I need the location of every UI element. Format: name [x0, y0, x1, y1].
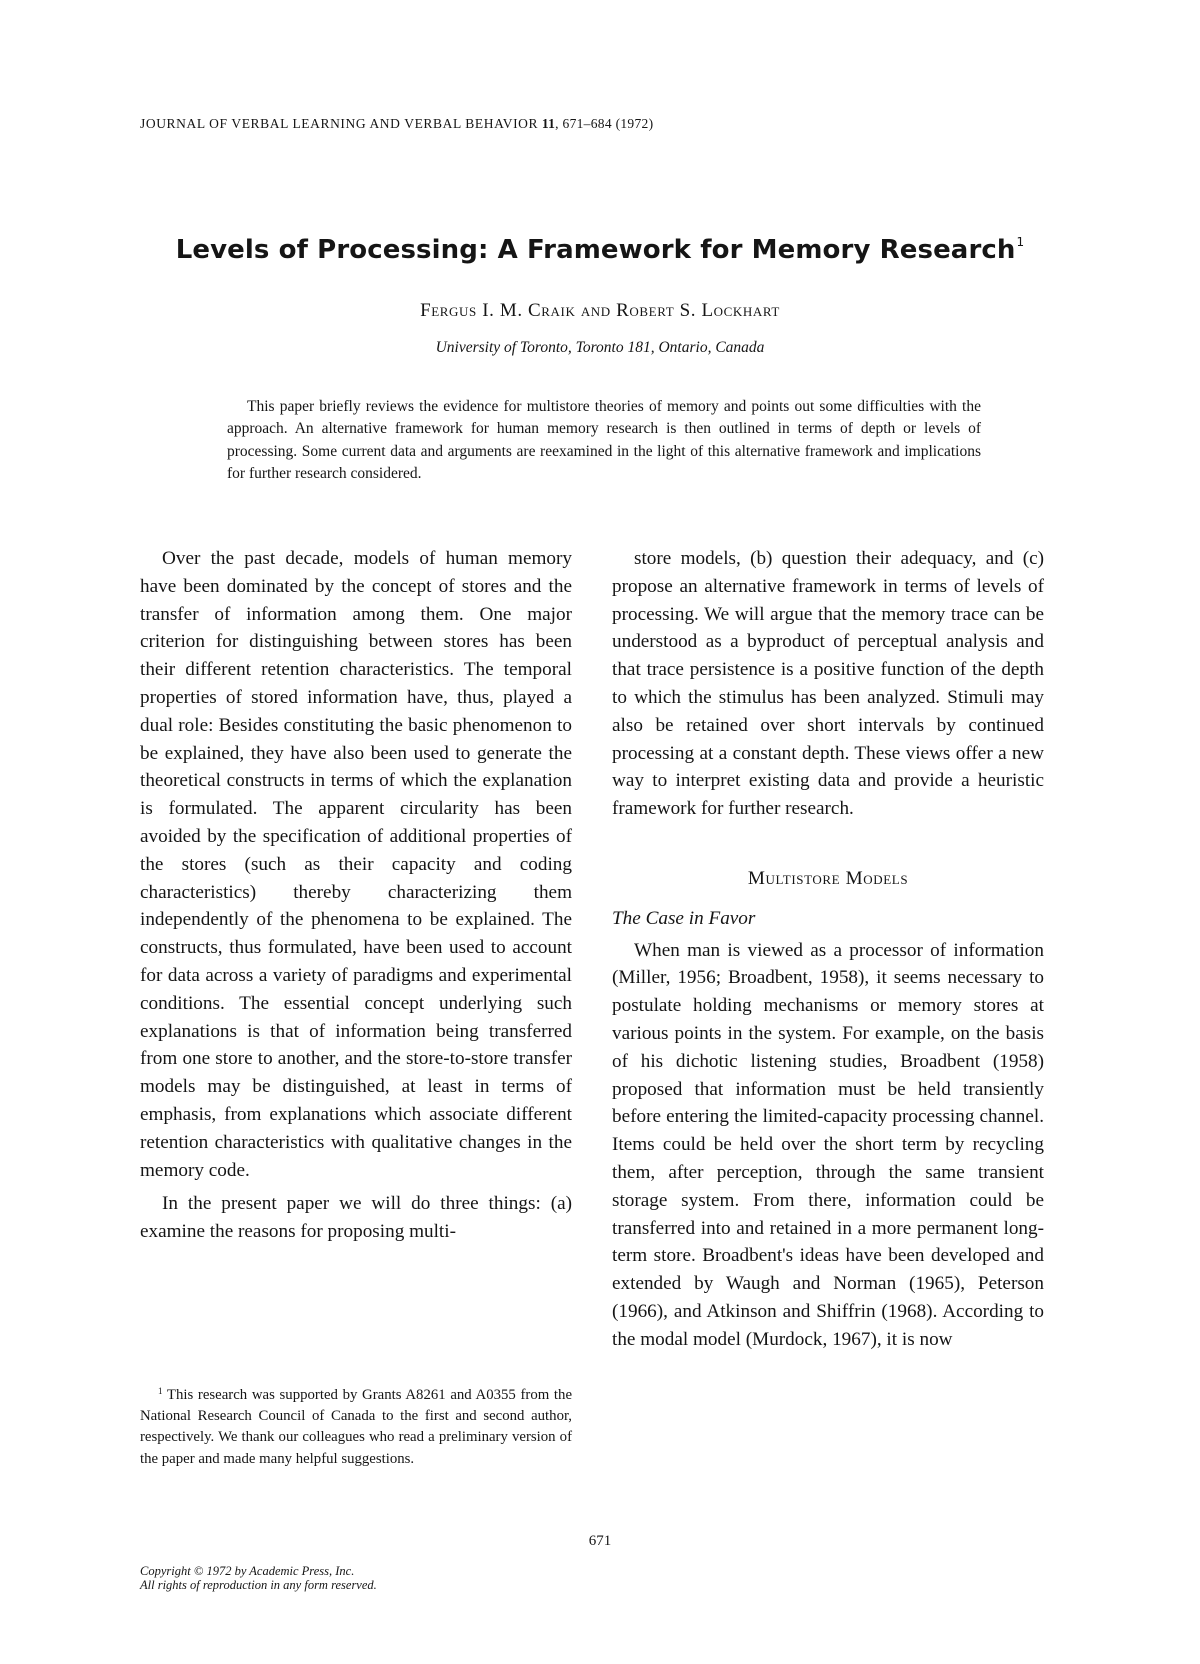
- journal-name: JOURNAL OF VERBAL LEARNING AND VERBAL BEHAVIOR: [140, 116, 539, 131]
- affiliation: University of Toronto, Toronto 181, Ontario, Canada: [435, 339, 765, 356]
- footnote: [140, 1381, 572, 1470]
- footnote-text: This research was supported by Grants A8261 and A0355 from the National Research Council of Canada to the first and second author, respectively. We thank our colleagues who read a preliminary version of the paper and made many helpful suggestions.: [140, 1387, 573, 1467]
- title-footnote-mark: 1: [1016, 235, 1025, 249]
- paper-title: [0, 235, 1200, 265]
- right-column: [612, 545, 1044, 1354]
- authors: Fergus I. M. Craik and Robert S. Lockhart: [420, 300, 780, 321]
- copyright-notice: [140, 1564, 377, 1592]
- copyright-line: Copyright © 1972 by Academic Press, Inc.: [140, 1564, 355, 1578]
- subsection-heading: The Case in Favor: [612, 907, 756, 929]
- journal-pages: 671–684: [562, 116, 612, 131]
- journal-header: JOURNAL OF VERBAL LEARNING AND VERBAL BEHAVIOR 11, 671–684 (1972): [140, 116, 654, 131]
- journal-year: (1972): [615, 116, 654, 131]
- title-text: Levels of Processing: A Framework for Memory Research: [175, 235, 1016, 265]
- abstract: This paper briefly reviews the evidence for multistore theories of memory and points out some difficulties with the approach. An alternative framework for human memory research is then outlined in terms of depth or levels of processing. Some current data and arguments are reexamined in the light of this alternative framework and implications for further research considered.: [227, 398, 981, 482]
- page-number: 671: [588, 1533, 612, 1549]
- copyright-line: All rights of reproduction in any form reserved.: [140, 1578, 377, 1592]
- body-paragraph: In the present paper we will do three things: (a) examine the reasons for proposing multi-: [140, 1193, 572, 1243]
- section-heading: Multistore Models: [747, 867, 909, 889]
- body-paragraph: When man is viewed as a processor of information (Miller, 1956; Broadbent, 1958), it seems necessary to postulate holding mechanisms or memory stores at various points in the system. For example, on the basis of his dichotic listening studies, Broadbent (1958) proposed that information must be held transiently before entering the limited-capacity processing channel. Items could be held over the short term by recycling them, after perception, through the same transient storage system. From there, information could be transferred into and retained in a more permanent long-term store. Broadbent's ideas have been developed and extended by Waugh and Norman (1965), Peterson (1966), and Atkinson and Shiffrin (1968). According to the modal model (Murdock, 1967), it is now: [612, 939, 1044, 1350]
- body-paragraph: Over the past decade, models of human memory have been dominated by the concept of stores and the transfer of information among them. One major criterion for distinguishing between stores has been their different retention characteristics. The temporal properties of stored information have, thus, played a dual role: Besides constituting the basic phenomenon to be explained, they have also been used to generate the theoretical constructs in terms of which the explanation is formulated. The apparent circularity has been avoided by the specification of additional properties of the stores (such as their capacity and coding characteristics) thereby characterizing them independently of the phenomena to be explained. The constructs, thus formulated, have been used to account for data across a variety of paradigms and experimental conditions. The essential concept underlying such explanations is that of information being transferred from one store to another, and the store-to-store transfer models may be distinguished, at least in terms of emphasis, from explanations which associate different retention characteristics with qualitative changes in the memory code.: [140, 548, 572, 1181]
- left-column: [140, 545, 572, 1246]
- body-paragraph: store models, (b) question their adequacy, and (c) propose an alternative framework in terms of levels of processing. We will argue that the memory trace can be understood as a byproduct of perceptual analysis and that trace persistence is a positive function of the depth to which the stimulus has been analyzed. Stimuli may also be retained over short intervals by continued processing at a constant depth. These views offer a new way to interpret existing data and provide a heuristic framework for further research.: [612, 548, 1044, 820]
- journal-volume: 11: [541, 116, 556, 131]
- footnote-mark: 1: [158, 1386, 163, 1396]
